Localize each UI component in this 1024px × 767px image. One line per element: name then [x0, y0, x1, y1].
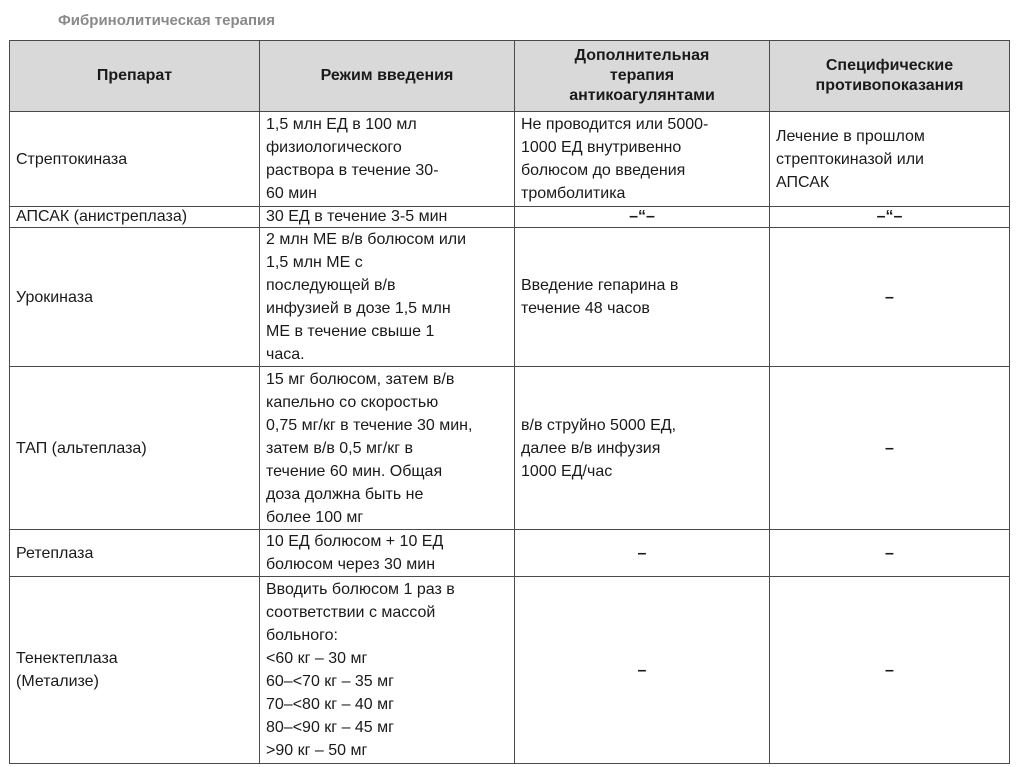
cell-regimen: 1,5 млн ЕД в 100 мл физиологического раствора в течение 30- 60 мин	[260, 112, 515, 207]
cell-anticoagulant: –	[515, 577, 770, 764]
table-row	[10, 530, 1010, 577]
cell-anticoagulant: –“–	[515, 207, 770, 228]
cell-drug: Тенектеплаза (Метализе)	[10, 577, 260, 764]
header-anticoagulant: Дополнительная терапия антикоагулянтами	[515, 41, 770, 112]
cell-contraindications: –	[770, 530, 1010, 577]
cell-contraindications: Лечение в прошлом стрептокиназой или АПСАК	[770, 112, 1010, 207]
header-drug: Препарат	[10, 41, 260, 112]
cell-anticoagulant: в/в струйно 5000 ЕД, далее в/в инфузия 1000 ЕД/час	[515, 367, 770, 530]
cell-drug: Стрептокиназа	[10, 112, 260, 207]
table-header-row	[10, 41, 1010, 112]
cell-contraindications: –“–	[770, 207, 1010, 228]
header-contraindications: Специфические противопоказания	[770, 41, 1010, 112]
page-title: Фибринолитическая терапия	[58, 12, 276, 29]
cell-anticoagulant: Введение гепарина в течение 48 часов	[515, 228, 770, 367]
cell-anticoagulant: –	[515, 530, 770, 577]
cell-regimen: 15 мг болюсом, затем в/в капельно со скоростью 0,75 мг/кг в течение 30 мин, затем в/в 0,5 мг/кг в течение 60 мин. Общая доза должна быть не более 100 мг	[260, 367, 515, 530]
cell-drug: ТАП (альтеплаза)	[10, 367, 260, 530]
table-row	[10, 207, 1010, 228]
cell-drug: Урокиназа	[10, 228, 260, 367]
cell-drug: Ретеплаза	[10, 530, 260, 577]
table-row	[10, 228, 1010, 367]
cell-regimen: 2 млн МЕ в/в болюсом или 1,5 млн МЕ с последующей в/в инфузией в дозе 1,5 млн МЕ в течение свыше 1 часа.	[260, 228, 515, 367]
cell-contraindications: –	[770, 228, 1010, 367]
cell-contraindications: –	[770, 367, 1010, 530]
cell-contraindications: –	[770, 577, 1010, 764]
table-row	[10, 367, 1010, 530]
cell-regimen: 10 ЕД болюсом + 10 ЕД болюсом через 30 мин	[260, 530, 515, 577]
table-row	[10, 112, 1010, 207]
fibrinolytic-therapy-table	[9, 40, 1010, 764]
cell-regimen: Вводить болюсом 1 раз в соответствии с массой больного: <60 кг – 30 мг 60–<70 кг – 35 мг 70–<80 кг – 40 мг 80–<90 кг – 45 мг >90 кг – 50 мг	[260, 577, 515, 764]
cell-anticoagulant: Не проводится или 5000- 1000 ЕД внутривенно болюсом до введения тромболитика	[515, 112, 770, 207]
cell-regimen: 30 ЕД в течение 3-5 мин	[260, 207, 515, 228]
cell-drug: АПСАК (анистреплаза)	[10, 207, 260, 228]
header-regimen: Режим введения	[260, 41, 515, 112]
table-row	[10, 577, 1010, 764]
